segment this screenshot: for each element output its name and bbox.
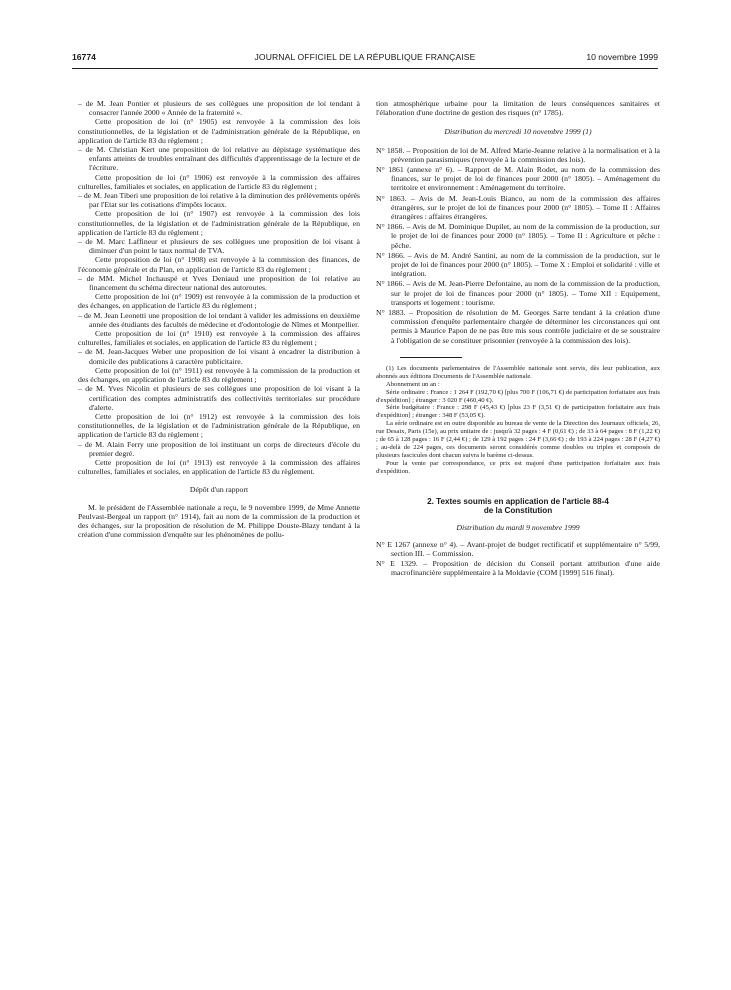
distribution-entry: N° E 1267 (annexe n° 4). – Avant-projet de budget rectificatif et supplémentaire n° 5/99, section III. – Commission. <box>376 539 660 558</box>
distribution-list <box>376 146 660 345</box>
proposal-item: – de M. Jean Tiberi une proposition de loi relative à la diminution des prélèvements opérés par l'Etat sur les cotisations d'impôts locaux. <box>78 191 360 210</box>
distribution-entry: N° 1861 (annexe n° 6). – Rapport de M. Alain Rodet, au nom de la commission des finances, sur le projet de loi de finances pour 2000 (n° 1805). – Aménagement du territoire et environnement : Aménagement du territoire. <box>376 165 660 193</box>
distribution-entry: N° 1863. – Avis de M. Jean-Louis Bianco, au nom de la commission des affaires étrangères, sur le projet de loi de finances pour 2000 (n° 1805). – Tome II : Affaires étrangères : affaires étrangères. <box>376 193 660 222</box>
distribution-list-2 <box>376 540 660 578</box>
referral-text: Cette proposition de loi (n° 1907) est renvoyée à la commission des lois constitutionnelles, de la législation et de l'administration générale de la République, en application de l'article 83 du règlement ; <box>78 209 360 237</box>
report-paragraph: M. le président de l'Assemblée nationale a reçu, le 9 novembre 1999, de Mme Annette Peulvast-Bergeal un rapport (n° 1914), fait au nom de la commission de la production et des échanges, sur la proposition de résolution de M. Philippe Douste-Blazy tendant à la création d'une commission d'enquête sur les phénomènes de pollu- <box>78 502 360 540</box>
referral-text: Cette proposition de loi (n° 1905) est renvoyée à la commission des lois constitutionnelles, de la législation et de l'administration générale de la République, en application de l'article 83 du règlement ; <box>78 117 360 145</box>
distribution-entry: N° 1858. – Proposition de loi de M. Alfred Marie-Jeanne relative à la normalisation et à la prévention parasismiques (renvoyée à la commission des lois). <box>376 145 660 164</box>
proposal-item: – de M. Christian Kert une proposition de loi relative au dépistage systématique des enfants atteints de troubles entraînant des difficultés d'apprentissage de la lecture et de l'écriture. <box>78 145 360 173</box>
distribution-entry: N° 1866. – Avis de M. Jean-Pierre Defontaine, au nom de la commission de la production, sur le projet de loi de finances pour 2000 (n° 1805). – Tome XII : Equipement, transports et logement : tourisme. <box>376 279 660 307</box>
page-number: 16774 <box>72 52 96 62</box>
journal-title: JOURNAL OFFICIEL DE LA RÉPUBLIQUE FRANÇAISE <box>254 52 476 62</box>
proposal-item: – de M. Jean Pontier et plusieurs de ses collègues une proposition de loi tendant à consacrer l'année 2000 « Année de la fraternité ». <box>78 99 360 118</box>
referral-text: Cette proposition de loi (n° 1909) est renvoyée à la commission de la production et des échanges, en application de l'article 83 du règlement ; <box>78 292 360 311</box>
section-heading <box>376 497 660 516</box>
referral-text: Cette proposition de loi (n° 1910) est renvoyée à la commission des affaires culturelles, familiales et sociales, en application de l'article 83 du règlement ; <box>78 329 360 348</box>
referral-text: Cette proposition de loi (n° 1912) est renvoyée à la commission des lois constitutionnelles, de la législation et de l'administration générale de la République, en application de l'article 83 du règlement ; <box>78 411 360 440</box>
proposal-list <box>78 99 360 476</box>
distribution-entry: N° 1883. – Proposition de résolution de M. Georges Sarre tendant à la création d'une commission d'enquête parlementaire chargée de déterminer les circonstances qui ont permis à Maurice Papon de ne pas être mis sous contrôle judiciaire et de se soustraire à l'obligation de se constituer prisonnier (renvoyée à la commission des lois). <box>376 308 660 345</box>
section-heading-line: de la Constitution <box>483 505 553 515</box>
continuation-paragraph: tion atmosphérique urbaine pour la limitation de leurs conséquences sanitaires et l'élaboration d'une doctrine de gestion des risques (n° 1785). <box>376 99 660 118</box>
footnote-ordinary-series: Série ordinaire : France : 1 264 F (192,70 €) [plus 700 F (106,71 €) de participation forfaitaire aux frais d'expédition] ; étranger : 3 020 F (460,40 €). <box>376 388 660 404</box>
footnote-subscription: Abonnement un an : <box>386 380 440 388</box>
footnote-rule <box>400 357 462 358</box>
left-column <box>78 99 360 539</box>
distribution-entry: N° E 1329. – Proposition de décision du Conseil portant attribution d'une aide macrofinancière supplémentaire à la Moldavie (COM [1999] 516 final). <box>376 558 660 578</box>
referral-text: Cette proposition de loi (n° 1906) est renvoyée à la commission des affaires culturelles, familiales et sociales, en application de l'article 83 du règlement ; <box>78 172 360 191</box>
distribution-entry: N° 1866. – Avis de M. André Santini, au nom de la commission de la production, sur le projet de loi de finances pour 2000 (n° 1805). – Tome X : Emploi et solidarité : ville et intégration. <box>376 250 660 279</box>
footnote-correspondence: Pour la vente par correspondance, ce prix est majoré d'une participation forfaitaire aux frais d'expédition. <box>376 459 660 475</box>
footnote-budget-series: Série budgétaire : France : 298 F (45,43 €) [plus 23 F (3,51 €) de participation forfaitaire aux frais d'expédition] ; étranger : 348 F (53,05 €). <box>376 404 660 420</box>
right-column <box>376 99 660 578</box>
proposal-item: – de M. Alain Ferry une proposition de loi instituant un corps de directeurs d'école du premier degré. <box>78 439 360 458</box>
proposal-item: – de M. Jean Leonetti une proposition de loi tendant à valider les admissions en deuxième année des étudiants des facultés de médecine et d'odontologie de Nîmes et Montpellier. <box>78 310 360 329</box>
proposal-item: – de M. Jean-Jacques Weber une proposition de loi visant à encadrer la distribution à domicile des publications à caractère publicitaire. <box>78 347 360 366</box>
page-header <box>72 52 658 66</box>
header-rule <box>72 68 658 69</box>
section-heading-line: 2. Textes soumis en application de l'article 88-4 <box>427 496 609 506</box>
referral-text: Cette proposition de loi (n° 1908) est renvoyée à la commission des finances, de l'économie générale et du Plan, en application de l'article 83 du règlement ; <box>78 255 360 274</box>
proposal-item: – de M. Yves Nicolin et plusieurs de ses collègues une proposition de loi visant à la certification des comptes administratifs des collectivités territoriales sur procédure d'alerte. <box>78 384 360 412</box>
proposal-item: – de M. Marc Laffineur et plusieurs de ses collègues une proposition de loi visant à diminuer d'un point le taux normal de TVA. <box>78 237 360 256</box>
referral-text: Cette proposition de loi (n° 1911) est renvoyée à la commission de la production et des échanges, en application de l'article 83 du règlement ; <box>78 365 360 385</box>
issue-date: 10 novembre 1999 <box>586 52 658 62</box>
footnote-sale: La série ordinaire est en outre disponible au bureau de vente de la Direction des Journaux officiels, 26, rue Desaix, Paris (15e), au prix unitaire de : jusqu'à 32 pages : 4 F (0,61 €) ; de 33 à 64 pages : 8 F (1,22 €) ; de 65 à 128 pages : 16 F (2,44 €) ; de 129 à 192 pages : 24 F (3,66 €) ; de 193 à 224 pages : 28 F (4,27 €) ; au-delà de 224 pages, ces documents seront considérés comme doubles ou triples et composés de plusieurs fascicules dont chacun suivra le barème ci-dessus. <box>376 420 660 459</box>
distribution-entry: N° 1866. – Avis de M. Dominique Dupilet, au nom de la commission de la production, sur le projet de loi de finances pour 2000 (n° 1805). – Tome II : Agriculture et pêche : pêche. <box>376 222 660 250</box>
distribution-heading: Distribution du mercredi 10 novembre 1999 (1) <box>444 127 592 137</box>
proposal-item: – de MM. Michel Inchauspé et Yves Deniaud une proposition de loi relative au financement du schéma directeur national des autoroutes. <box>78 273 360 293</box>
distribution-heading-2: Distribution du mardi 9 novembre 1999 <box>456 523 580 533</box>
footnote <box>376 365 660 476</box>
report-heading: Dépôt d'un rapport <box>189 485 249 495</box>
footnote-intro: (1) Les documents parlementaires de l'Assemblée nationale sont servis, dès leur publication, aux abonnés aux éditions Documents de l'Assemblée nationale. <box>376 364 660 380</box>
referral-text: Cette proposition de loi (n° 1913) est renvoyée à la commission des affaires culturelles, familiales et sociales, en application de l'article 83 du règlement. <box>78 457 360 477</box>
